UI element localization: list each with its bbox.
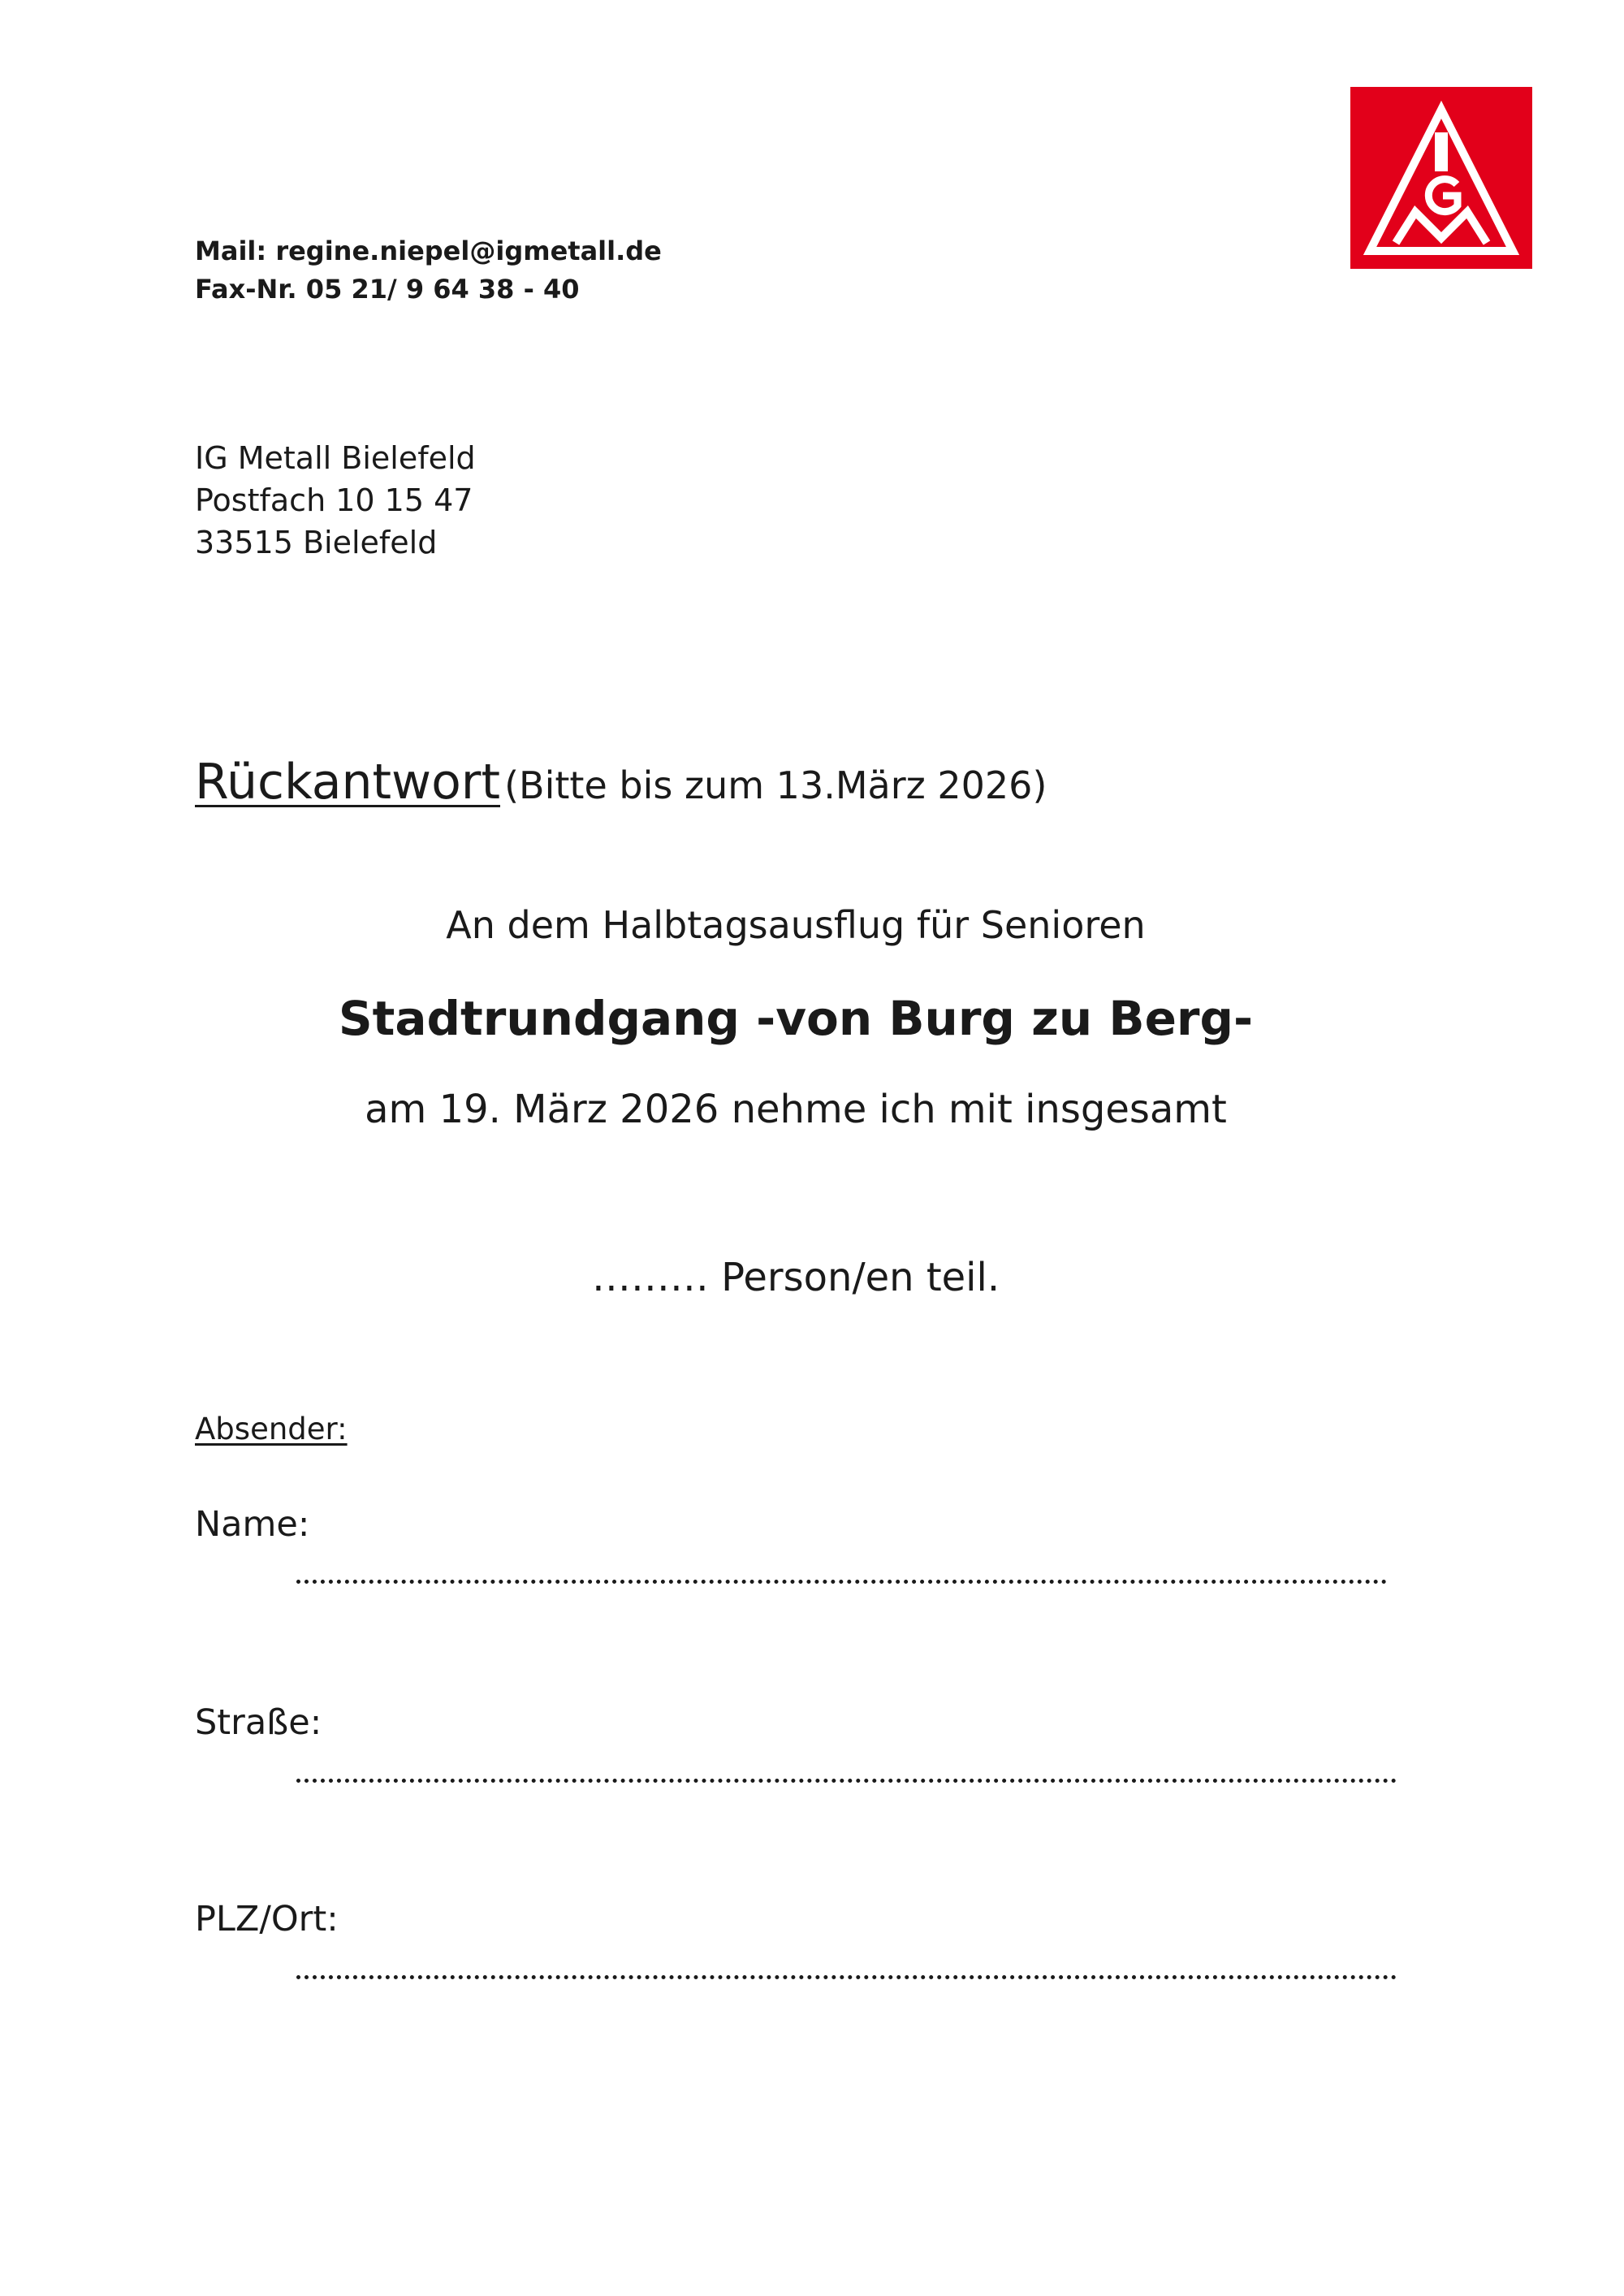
name-label: Name: (195, 1504, 310, 1545)
event-title: Stadtrundgang -von Burg zu Berg- (338, 991, 1254, 1046)
street-label: Straße: (195, 1702, 322, 1743)
address-line-1: IG Metall Bielefeld (195, 440, 476, 476)
street-field[interactable] (296, 1779, 1397, 1783)
city-label: PLZ/Ort: (195, 1899, 339, 1939)
name-field[interactable] (296, 1580, 1387, 1584)
igm-logo-icon (1350, 87, 1532, 269)
address-line-2: Postfach 10 15 47 (195, 482, 473, 518)
contact-mail: Mail: regine.niepel@igmetall.de (195, 236, 662, 266)
sender-heading: Absender: (195, 1412, 348, 1446)
reply-heading (195, 754, 1047, 811)
address-line-3: 33515 Bielefeld (195, 525, 438, 560)
contact-fax: Fax-Nr. 05 21/ 9 64 38 - 40 (195, 274, 580, 305)
event-date-line: am 19. März 2026 nehme ich mit insgesamt (365, 1087, 1227, 1132)
city-field[interactable] (296, 1975, 1397, 1979)
event-intro: An dem Halbtagsausflug für Senioren (446, 903, 1146, 947)
persons-line: ……… Person/en teil. (591, 1255, 1000, 1300)
reply-deadline: (Bitte bis zum 13.März 2026) (504, 763, 1047, 807)
ig-metall-logo (1350, 87, 1532, 269)
reply-title: Rückantwort (195, 754, 500, 811)
